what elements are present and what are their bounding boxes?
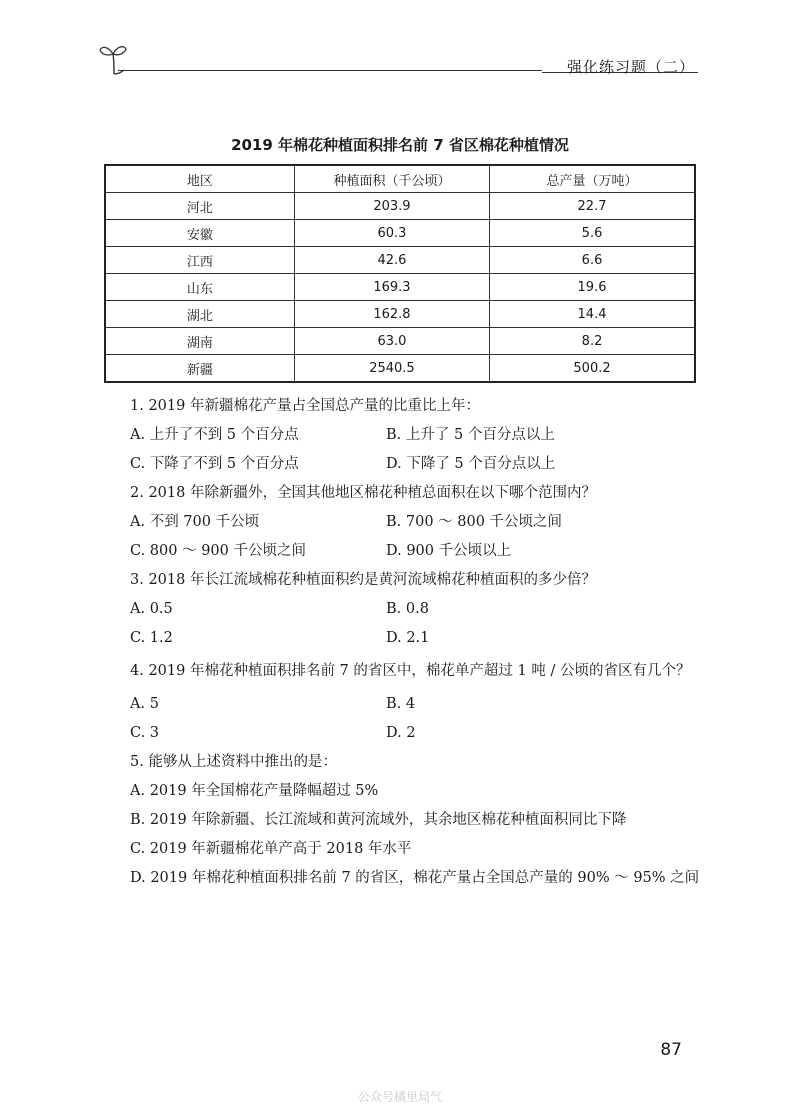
page-number: 87 — [660, 1040, 682, 1060]
question-5-option-c: C. 2019 年新疆棉花单产高于 2018 年水平 — [130, 841, 412, 857]
question-1-stem: 1. 2019 年新疆棉花产量占全国总产量的比重比上年： — [130, 398, 480, 414]
data-table — [104, 164, 696, 383]
table-row — [105, 193, 695, 220]
cell-region: 河北 — [105, 193, 294, 220]
cell-area: 63.0 — [294, 328, 489, 355]
cell-area: 169.3 — [294, 274, 489, 301]
column-header-area: 种植面积（千公顷） — [294, 165, 489, 193]
question-1-option-b: B. 上升了 5 个百分点以上 — [386, 427, 555, 443]
cell-region: 山东 — [105, 274, 294, 301]
question-2-options-row-1 — [130, 508, 710, 537]
question-3-stem: 3. 2018 年长江流域棉花种植面积约是黄河流域棉花种植面积的多少倍？ — [130, 572, 596, 588]
table-row — [105, 355, 695, 383]
question-list — [130, 392, 710, 893]
question-2-option-b: B. 700 ～ 800 千公顷之间 — [386, 514, 563, 530]
question-5-stem: 5. 能够从上述资料中推出的是： — [130, 754, 337, 770]
cell-area: 162.8 — [294, 301, 489, 328]
question-4-stem: 4. 2019 年棉花种植面积排名前 7 的省区中，棉花单产超过 1 吨 / 公顷的省区有几个？ — [130, 663, 691, 679]
cell-area: 2540.5 — [294, 355, 489, 383]
question-4-option-b: B. 4 — [386, 696, 416, 712]
cell-area: 203.9 — [294, 193, 489, 220]
cell-output: 14.4 — [490, 301, 695, 328]
cell-output: 500.2 — [490, 355, 695, 383]
column-header-output: 总产量（万吨） — [490, 165, 695, 193]
cell-area: 42.6 — [294, 247, 489, 274]
question-3-options-row-1 — [130, 595, 710, 624]
question-4-option-a: A. 5 — [130, 696, 159, 712]
question-1-options-row-1 — [130, 421, 710, 450]
question-4-option-c: C. 3 — [130, 725, 160, 741]
cell-output: 6.6 — [490, 247, 695, 274]
table-row — [105, 274, 695, 301]
question-1-options-row-2 — [130, 450, 710, 479]
question-5-option-d: D. 2019 年棉花种植面积排名前 7 的省区，棉花产量占全国总产量的 90% ～ 95% 之间 — [130, 870, 700, 886]
table-row — [105, 328, 695, 355]
table-row — [105, 247, 695, 274]
cell-output: 22.7 — [490, 193, 695, 220]
question-3-options-row-2 — [130, 624, 710, 653]
question-5-option-a: A. 2019 年全国棉花产量降幅超过 5% — [130, 783, 379, 799]
question-3-option-b: B. 0.8 — [386, 601, 429, 617]
question-5-option-b: B. 2019 年除新疆、长江流域和黄河流域外，其余地区棉花种植面积同比下降 — [130, 812, 627, 828]
cell-region: 江西 — [105, 247, 294, 274]
cell-region: 湖北 — [105, 301, 294, 328]
question-1-option-d: D. 下降了 5 个百分点以上 — [386, 456, 556, 472]
header-title: 强化练习题（二） — [566, 58, 695, 76]
question-4-option-d: D. 2 — [386, 725, 416, 741]
table-row — [105, 301, 695, 328]
cell-output: 5.6 — [490, 220, 695, 247]
question-2-stem: 2. 2018 年除新疆外，全国其他地区棉花种植总面积在以下哪个范围内？ — [130, 485, 596, 501]
cell-output: 19.6 — [490, 274, 695, 301]
question-3-option-a: A. 0.5 — [130, 601, 173, 617]
question-3-option-c: C. 1.2 — [130, 630, 173, 646]
question-4-options-row-1 — [130, 690, 710, 719]
page-header — [0, 0, 800, 90]
question-1-option-a: A. 上升了不到 5 个百分点 — [130, 427, 299, 443]
header-rule — [118, 70, 542, 71]
cell-region: 安徽 — [105, 220, 294, 247]
cell-output: 8.2 — [490, 328, 695, 355]
question-3-option-d: D. 2.1 — [386, 630, 430, 646]
question-2-options-row-2 — [130, 537, 710, 566]
watermark: 公众号橘里局气 — [357, 1090, 442, 1104]
question-1-option-c: C. 下降了不到 5 个百分点 — [130, 456, 299, 472]
question-2-option-d: D. 900 千公顷以上 — [386, 543, 512, 559]
column-header-region: 地区 — [105, 165, 294, 193]
question-2-option-a: A. 不到 700 千公顷 — [130, 514, 260, 530]
cell-area: 60.3 — [294, 220, 489, 247]
question-4-options-row-2 — [130, 719, 710, 748]
table-header-row — [105, 165, 695, 193]
cell-region: 新疆 — [105, 355, 294, 383]
cell-region: 湖南 — [105, 328, 294, 355]
question-2-option-c: C. 800 ～ 900 千公顷之间 — [130, 543, 306, 559]
table-title: 2019 年棉花种植面积排名前 7 省区棉花种植情况 — [231, 136, 569, 154]
table-row — [105, 220, 695, 247]
